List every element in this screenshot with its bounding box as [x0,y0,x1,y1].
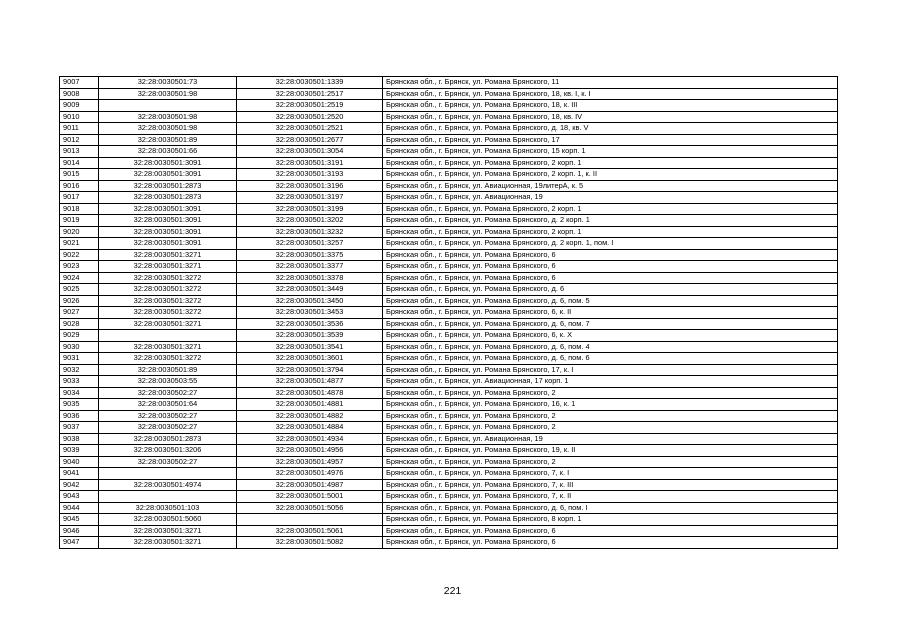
address-cell: Брянская обл., г. Брянск, ул. Романа Брянского, 8 корп. 1 [383,514,838,526]
table-row [60,376,838,388]
table-row [60,226,838,238]
table-row [60,238,838,250]
row-number-cell: 9014 [60,157,99,169]
row-number-cell: 9020 [60,226,99,238]
table-row [60,111,838,123]
row-number-cell: 9013 [60,146,99,158]
table-row [60,468,838,480]
parcel-cadastral-number-cell: 32:28:0030501:3091 [99,169,237,181]
object-cadastral-number-cell: 32:28:0030501:3450 [237,295,383,307]
table-row [60,215,838,227]
object-cadastral-number-cell: 32:28:0030501:5082 [237,537,383,549]
address-cell: Брянская обл., г. Брянск, ул. Романа Брянского, д. 6, пом. 7 [383,318,838,330]
address-cell: Брянская обл., г. Брянск, ул. Романа Брянского, 2 [383,410,838,422]
row-number-cell: 9034 [60,387,99,399]
row-number-cell: 9036 [60,410,99,422]
address-cell: Брянская обл., г. Брянск, ул. Романа Брянского, 2 [383,387,838,399]
table-row [60,192,838,204]
address-cell: Брянская обл., г. Брянск, ул. Романа Брянского, д. 2 корп. 1, пом. I [383,238,838,250]
address-cell: Брянская обл., г. Брянск, ул. Романа Брянского, 6 [383,249,838,261]
parcel-cadastral-number-cell: 32:28:0030501:98 [99,111,237,123]
address-cell: Брянская обл., г. Брянск, ул. Романа Брянского, д. 6, пом. 4 [383,341,838,353]
parcel-cadastral-number-cell [99,491,237,503]
object-cadastral-number-cell: 32:28:0030501:3601 [237,353,383,365]
object-cadastral-number-cell: 32:28:0030501:3536 [237,318,383,330]
address-cell: Брянская обл., г. Брянск, ул. Романа Брянского, д. 6, пом. 5 [383,295,838,307]
object-cadastral-number-cell: 32:28:0030501:3539 [237,330,383,342]
parcel-cadastral-number-cell: 32:28:0030501:89 [99,134,237,146]
address-cell: Брянская обл., г. Брянск, ул. Романа Брянского, 18, кв. IV [383,111,838,123]
address-cell: Брянская обл., г. Брянск, ул. Романа Брянского, 2 корп. 1 [383,157,838,169]
address-cell: Брянская обл., г. Брянск, ул. Романа Брянского, 18, кв. I, к. I [383,88,838,100]
parcel-cadastral-number-cell: 32:28:0030501:3272 [99,272,237,284]
row-number-cell: 9039 [60,445,99,457]
table-row [60,180,838,192]
object-cadastral-number-cell: 32:28:0030501:3257 [237,238,383,250]
row-number-cell: 9035 [60,399,99,411]
row-number-cell: 9046 [60,525,99,537]
address-cell: Брянская обл., г. Брянск, ул. Романа Брянского, 18, к. III [383,100,838,112]
object-cadastral-number-cell: 32:28:0030501:4882 [237,410,383,422]
table-row [60,77,838,89]
address-cell: Брянская обл., г. Брянск, ул. Романа Брянского, 2 корп. 1, к. II [383,169,838,181]
parcel-cadastral-number-cell: 32:28:0030501:3091 [99,203,237,215]
table-row [60,88,838,100]
table-row [60,330,838,342]
address-cell: Брянская обл., г. Брянск, ул. Романа Брянского, 6 [383,272,838,284]
row-number-cell: 9026 [60,295,99,307]
row-number-cell: 9044 [60,502,99,514]
table-row [60,502,838,514]
address-cell: Брянская обл., г. Брянск, ул. Романа Брянского, 17 [383,134,838,146]
table-row [60,353,838,365]
table-row [60,341,838,353]
row-number-cell: 9016 [60,180,99,192]
table-row [60,456,838,468]
table-row [60,422,838,434]
address-cell: Брянская обл., г. Брянск, ул. Романа Брянского, 7, к. III [383,479,838,491]
parcel-cadastral-number-cell: 32:28:0030501:2873 [99,192,237,204]
table-row [60,284,838,296]
parcel-cadastral-number-cell: 32:28:0030501:2873 [99,433,237,445]
object-cadastral-number-cell: 32:28:0030501:3193 [237,169,383,181]
address-cell: Брянская обл., г. Брянск, ул. Авиационная, 17 корп. 1 [383,376,838,388]
row-number-cell: 9015 [60,169,99,181]
row-number-cell: 9028 [60,318,99,330]
table-row [60,307,838,319]
row-number-cell: 9038 [60,433,99,445]
row-number-cell: 9027 [60,307,99,319]
parcel-cadastral-number-cell: 32:28:0030501:3271 [99,318,237,330]
row-number-cell: 9024 [60,272,99,284]
table-row [60,169,838,181]
parcel-cadastral-number-cell: 32:28:0030501:3271 [99,261,237,273]
table-row [60,272,838,284]
table-row [60,525,838,537]
address-cell: Брянская обл., г. Брянск, ул. Авиационная, 19 [383,192,838,204]
object-cadastral-number-cell: 32:28:0030501:4934 [237,433,383,445]
parcel-cadastral-number-cell: 32:28:0030501:3272 [99,307,237,319]
row-number-cell: 9009 [60,100,99,112]
address-cell: Брянская обл., г. Брянск, ул. Романа Брянского, д. 6 [383,284,838,296]
parcel-cadastral-number-cell: 32:28:0030501:89 [99,364,237,376]
object-cadastral-number-cell: 32:28:0030501:3197 [237,192,383,204]
row-number-cell: 9030 [60,341,99,353]
object-cadastral-number-cell: 32:28:0030501:3794 [237,364,383,376]
parcel-cadastral-number-cell: 32:28:0030501:4974 [99,479,237,491]
parcel-cadastral-number-cell: 32:28:0030501:3091 [99,215,237,227]
table-row [60,410,838,422]
row-number-cell: 9025 [60,284,99,296]
table-row [60,100,838,112]
object-cadastral-number-cell: 32:28:0030501:3453 [237,307,383,319]
object-cadastral-number-cell: 32:28:0030501:3377 [237,261,383,273]
table-row [60,433,838,445]
object-cadastral-number-cell: 32:28:0030501:2519 [237,100,383,112]
table-row [60,537,838,549]
table-row [60,514,838,526]
table-row [60,479,838,491]
row-number-cell: 9018 [60,203,99,215]
row-number-cell: 9022 [60,249,99,261]
row-number-cell: 9032 [60,364,99,376]
row-number-cell: 9012 [60,134,99,146]
row-number-cell: 9023 [60,261,99,273]
address-cell: Брянская обл., г. Брянск, ул. Романа Брянского, 2 [383,456,838,468]
table-row [60,123,838,135]
object-cadastral-number-cell: 32:28:0030501:3191 [237,157,383,169]
page-number: 221 [443,585,462,597]
parcel-cadastral-number-cell: 32:28:0030501:73 [99,77,237,89]
row-number-cell: 9037 [60,422,99,434]
address-cell: Брянская обл., г. Брянск, ул. Романа Брянского, 2 [383,422,838,434]
row-number-cell: 9047 [60,537,99,549]
address-cell: Брянская обл., г. Брянск, ул. Романа Брянского, д. 6, пом. 6 [383,353,838,365]
object-cadastral-number-cell: 32:28:0030501:3378 [237,272,383,284]
address-cell: Брянская обл., г. Брянск, ул. Романа Брянского, д. 6, пом. I [383,502,838,514]
address-cell: Брянская обл., г. Брянск, ул. Романа Брянского, 7, к. II [383,491,838,503]
parcel-cadastral-number-cell: 32:28:0030501:3091 [99,157,237,169]
parcel-cadastral-number-cell: 32:28:0030501:2873 [99,180,237,192]
address-cell: Брянская обл., г. Брянск, ул. Романа Брянского, д. 2 корп. 1 [383,215,838,227]
object-cadastral-number-cell: 32:28:0030501:4957 [237,456,383,468]
table-row [60,399,838,411]
object-cadastral-number-cell: 32:28:0030501:4956 [237,445,383,457]
row-number-cell: 9029 [60,330,99,342]
parcel-cadastral-number-cell: 32:28:0030501:3091 [99,226,237,238]
address-cell: Брянская обл., г. Брянск, ул. Романа Брянского, 15 корп. 1 [383,146,838,158]
object-cadastral-number-cell: 32:28:0030501:5056 [237,502,383,514]
row-number-cell: 9010 [60,111,99,123]
parcel-cadastral-number-cell: 32:28:0030501:3271 [99,525,237,537]
table-row [60,157,838,169]
object-cadastral-number-cell: 32:28:0030501:3054 [237,146,383,158]
object-cadastral-number-cell: 32:28:0030501:4976 [237,468,383,480]
object-cadastral-number-cell: 32:28:0030501:2521 [237,123,383,135]
object-cadastral-number-cell: 32:28:0030501:4884 [237,422,383,434]
address-cell: Брянская обл., г. Брянск, ул. Романа Брянского, д. 18, кв. V [383,123,838,135]
table-row [60,203,838,215]
table-row [60,318,838,330]
row-number-cell: 9008 [60,88,99,100]
address-cell: Брянская обл., г. Брянск, ул. Романа Брянского, 7, к. I [383,468,838,480]
parcel-cadastral-number-cell: 32:28:0030501:3272 [99,295,237,307]
table-row [60,261,838,273]
object-cadastral-number-cell: 32:28:0030501:4987 [237,479,383,491]
address-cell: Брянская обл., г. Брянск, ул. Авиационная, 19литерА, к. 5 [383,180,838,192]
parcel-cadastral-number-cell: 32:28:0030501:3206 [99,445,237,457]
address-cell: Брянская обл., г. Брянск, ул. Романа Брянского, 6, к. X [383,330,838,342]
object-cadastral-number-cell: 32:28:0030501:4877 [237,376,383,388]
address-cell: Брянская обл., г. Брянск, ул. Романа Брянского, 6 [383,261,838,273]
parcel-cadastral-number-cell: 32:28:0030501:3272 [99,353,237,365]
address-cell: Брянская обл., г. Брянск, ул. Романа Брянского, 6, к. II [383,307,838,319]
row-number-cell: 9011 [60,123,99,135]
parcel-cadastral-number-cell: 32:28:0030501:3271 [99,341,237,353]
object-cadastral-number-cell: 32:28:0030501:3202 [237,215,383,227]
object-cadastral-number-cell: 32:28:0030501:4881 [237,399,383,411]
table-row [60,249,838,261]
parcel-cadastral-number-cell: 32:28:0030501:5060 [99,514,237,526]
table-row [60,295,838,307]
table-row [60,387,838,399]
object-cadastral-number-cell: 32:28:0030501:2677 [237,134,383,146]
parcel-cadastral-number-cell: 32:28:0030501:3272 [99,284,237,296]
parcel-cadastral-number-cell: 32:28:0030501:103 [99,502,237,514]
row-number-cell: 9007 [60,77,99,89]
parcel-cadastral-number-cell: 32:28:0030501:3091 [99,238,237,250]
row-number-cell: 9042 [60,479,99,491]
table-row [60,134,838,146]
row-number-cell: 9033 [60,376,99,388]
parcel-cadastral-number-cell [99,468,237,480]
object-cadastral-number-cell: 32:28:0030501:5001 [237,491,383,503]
object-cadastral-number-cell: 32:28:0030501:3375 [237,249,383,261]
row-number-cell: 9043 [60,491,99,503]
address-cell: Брянская обл., г. Брянск, ул. Романа Брянского, 11 [383,77,838,89]
parcel-cadastral-number-cell: 32:28:0030502:27 [99,456,237,468]
table-row [60,146,838,158]
row-number-cell: 9041 [60,468,99,480]
object-cadastral-number-cell: 32:28:0030501:3232 [237,226,383,238]
parcel-cadastral-number-cell: 32:28:0030501:64 [99,399,237,411]
row-number-cell: 9031 [60,353,99,365]
parcel-cadastral-number-cell: 32:28:0030501:98 [99,123,237,135]
object-cadastral-number-cell: 32:28:0030501:3196 [237,180,383,192]
object-cadastral-number-cell [237,514,383,526]
row-number-cell: 9019 [60,215,99,227]
parcel-cadastral-number-cell: 32:28:0030501:3271 [99,537,237,549]
object-cadastral-number-cell: 32:28:0030501:3449 [237,284,383,296]
parcel-cadastral-number-cell: 32:28:0030502:27 [99,410,237,422]
object-cadastral-number-cell: 32:28:0030501:2517 [237,88,383,100]
row-number-cell: 9045 [60,514,99,526]
table-row [60,445,838,457]
address-cell: Брянская обл., г. Брянск, ул. Романа Брянского, 2 корп. 1 [383,203,838,215]
parcel-cadastral-number-cell: 32:28:0030503:55 [99,376,237,388]
address-cell: Брянская обл., г. Брянск, ул. Романа Брянского, 6 [383,537,838,549]
address-cell: Брянская обл., г. Брянск, ул. Романа Брянского, 6 [383,525,838,537]
object-cadastral-number-cell: 32:28:0030501:1339 [237,77,383,89]
object-cadastral-number-cell: 32:28:0030501:5061 [237,525,383,537]
address-cell: Брянская обл., г. Брянск, ул. Авиационная, 19 [383,433,838,445]
parcel-cadastral-number-cell: 32:28:0030502:27 [99,422,237,434]
table-row [60,491,838,503]
address-cell: Брянская обл., г. Брянск, ул. Романа Брянского, 16, к. 1 [383,399,838,411]
object-cadastral-number-cell: 32:28:0030501:4878 [237,387,383,399]
object-cadastral-number-cell: 32:28:0030501:2520 [237,111,383,123]
object-cadastral-number-cell: 32:28:0030501:3541 [237,341,383,353]
parcel-cadastral-number-cell: 32:28:0030501:66 [99,146,237,158]
row-number-cell: 9040 [60,456,99,468]
parcel-cadastral-number-cell [99,100,237,112]
address-cell: Брянская обл., г. Брянск, ул. Романа Брянского, 19, к. II [383,445,838,457]
address-cell: Брянская обл., г. Брянск, ул. Романа Брянского, 2 корп. 1 [383,226,838,238]
parcel-cadastral-number-cell [99,330,237,342]
parcel-cadastral-number-cell: 32:28:0030502:27 [99,387,237,399]
row-number-cell: 9017 [60,192,99,204]
registry-table-body [60,77,838,549]
parcel-cadastral-number-cell: 32:28:0030501:98 [99,88,237,100]
registry-table [59,76,838,549]
row-number-cell: 9021 [60,238,99,250]
address-cell: Брянская обл., г. Брянск, ул. Романа Брянского, 17, к. I [383,364,838,376]
object-cadastral-number-cell: 32:28:0030501:3199 [237,203,383,215]
parcel-cadastral-number-cell: 32:28:0030501:3271 [99,249,237,261]
table-row [60,364,838,376]
